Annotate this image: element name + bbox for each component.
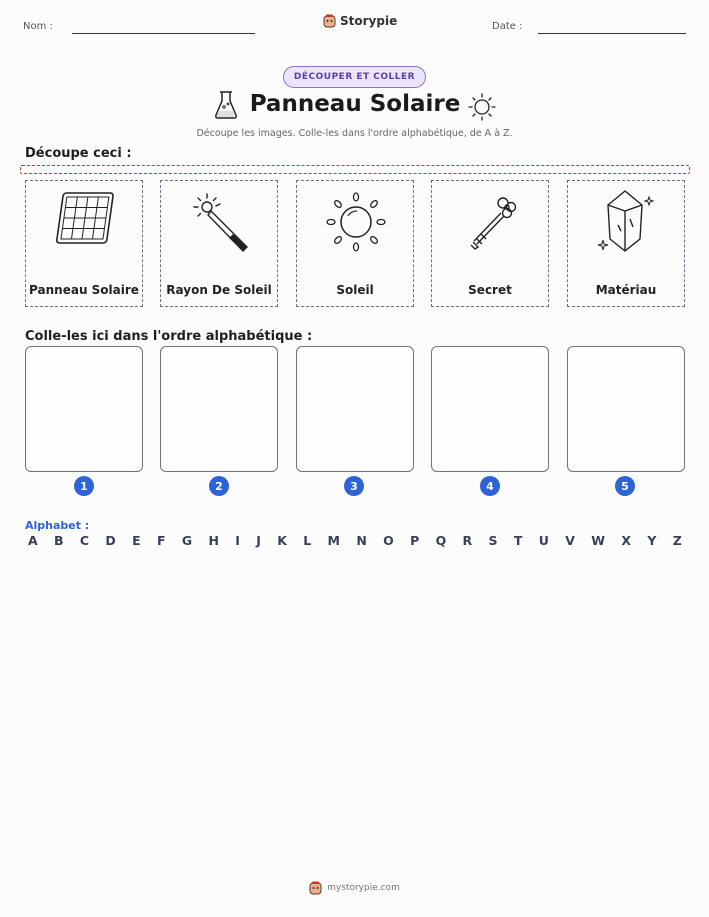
alphabet-letter: O <box>383 533 394 548</box>
sun-icon <box>321 189 391 255</box>
brand-name: Storypie <box>340 14 398 28</box>
alphabet-letter: Z <box>672 533 682 548</box>
alphabet-letter: M <box>327 533 340 548</box>
paste-slot-3[interactable] <box>296 346 414 472</box>
alphabet-letter: C <box>79 533 90 548</box>
alphabet-letter: S <box>488 533 498 548</box>
alphabet-letter: W <box>591 533 606 548</box>
slot-number-badge: 2 <box>209 476 229 496</box>
cut-card-rayon-de-soleil[interactable] <box>160 180 278 307</box>
alphabet-letter: L <box>303 533 312 548</box>
alphabet-letter: G <box>181 533 193 548</box>
date-line <box>538 33 686 34</box>
slot-number-badge: 4 <box>480 476 500 496</box>
name-label: Nom : <box>23 21 53 32</box>
alphabet-letter: I <box>235 533 240 548</box>
cut-card-secret[interactable] <box>431 180 549 307</box>
solar-panel-icon <box>50 189 120 251</box>
cut-line <box>20 165 690 174</box>
cut-card-soleil[interactable] <box>296 180 414 307</box>
paste-slot-1[interactable] <box>25 346 143 472</box>
name-line <box>72 33 255 34</box>
slot-number-badge: 1 <box>74 476 94 496</box>
alphabet-letter: H <box>208 533 219 548</box>
alphabet-letter: V <box>565 533 575 548</box>
card-label: Panneau Solaire <box>29 283 139 297</box>
alphabet-letter: Q <box>435 533 447 548</box>
alphabet-letter: B <box>54 533 64 548</box>
slot-number-badge: 5 <box>615 476 635 496</box>
paste-slot-2[interactable] <box>160 346 278 472</box>
alphabet-letter: U <box>538 533 549 548</box>
cut-card-panneau-solaire[interactable] <box>25 180 143 307</box>
sunbeam-wand-icon <box>185 189 255 255</box>
alphabet-title: Alphabet : <box>25 519 90 532</box>
flask-icon <box>213 89 239 121</box>
storypie-mascot-icon <box>323 14 336 28</box>
card-label: Soleil <box>336 283 374 297</box>
footer-site-link[interactable]: mystorypie.com <box>327 883 400 893</box>
alphabet-letter: F <box>156 533 166 548</box>
alphabet-letter: P <box>410 533 420 548</box>
alphabet-letter: K <box>277 533 287 548</box>
paste-slot-4[interactable] <box>431 346 549 472</box>
instructions: Découpe les images. Colle-les dans l'ordre alphabétique, de A à Z. <box>196 128 513 139</box>
alphabet-letter: R <box>462 533 473 548</box>
alphabet-letter: Y <box>647 533 657 548</box>
crystal-icon <box>592 189 662 255</box>
alphabet-letter: X <box>621 533 631 548</box>
alphabet-letter: E <box>132 533 141 548</box>
brand-logo <box>323 14 397 28</box>
alphabet-letter: D <box>105 533 116 548</box>
alphabet-letter: T <box>513 533 523 548</box>
paste-section-title: Colle-les ici dans l'ordre alphabétique : <box>25 329 313 344</box>
alphabet-row <box>28 533 682 548</box>
page-title: Panneau Solaire <box>249 91 461 117</box>
key-icon <box>456 189 526 255</box>
alphabet-letter: J <box>256 533 261 548</box>
alphabet-letter: A <box>28 533 38 548</box>
cut-card-materiau[interactable] <box>567 180 685 307</box>
activity-badge: DÉCOUPER ET COLLER <box>283 66 426 88</box>
slot-number-badge: 3 <box>344 476 364 496</box>
card-label: Rayon De Soleil <box>166 283 272 297</box>
footer <box>0 881 709 895</box>
storypie-mascot-icon <box>309 881 322 895</box>
date-label: Date : <box>492 21 523 32</box>
card-label: Secret <box>468 283 512 297</box>
card-label: Matériau <box>595 283 657 297</box>
alphabet-letter: N <box>356 533 367 548</box>
cut-section-title: Découpe ceci : <box>25 146 132 161</box>
sun-icon <box>467 92 497 122</box>
paste-slot-5[interactable] <box>567 346 685 472</box>
